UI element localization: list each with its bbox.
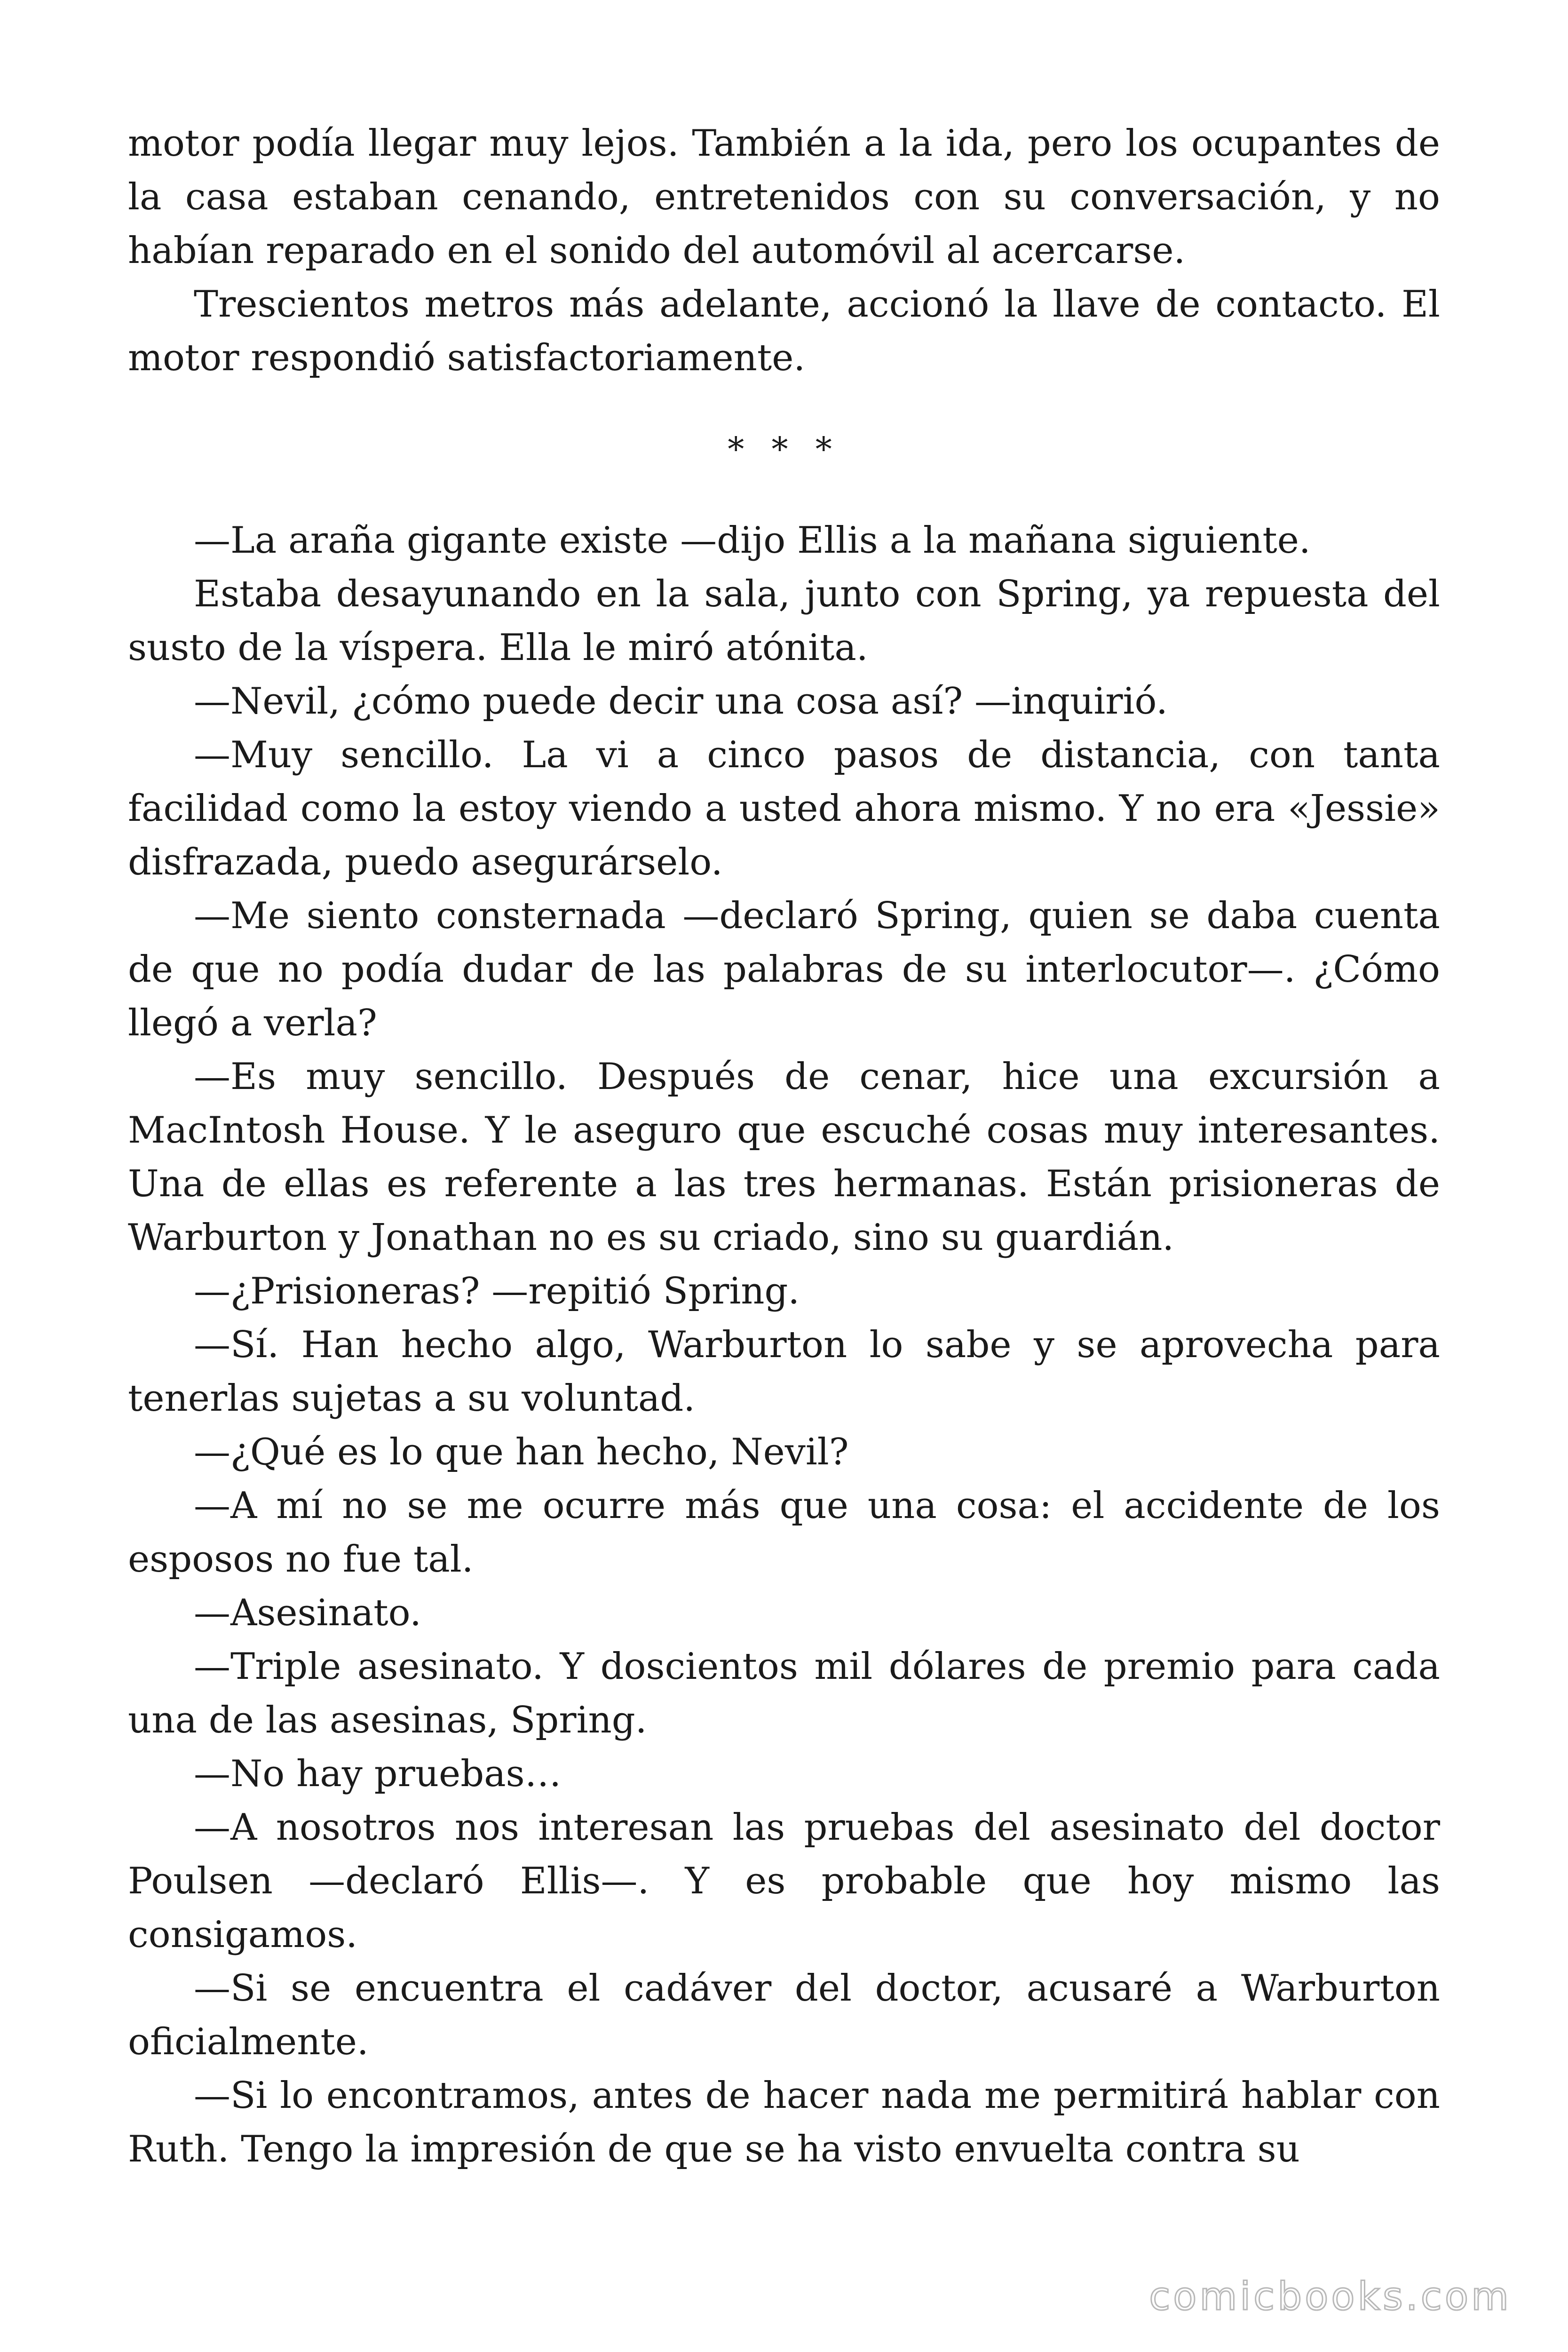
- paragraph-continuation: motor podía llegar muy lejos. También a la ida, pero los ocupantes de la casa estaban cenando, entretenidos con su conversación, y no habían reparado en el sonido del automóvil al acercarse.: [128, 122, 1440, 272]
- scene-break-separator: * * *: [728, 430, 840, 469]
- dialogue-paragraph: —La araña gigante existe —dijo Ellis a la mañana siguiente.: [194, 519, 1311, 562]
- book-page-text: [128, 117, 1440, 2176]
- watermark: comicbooks.com: [1149, 2274, 1512, 2319]
- dialogue-paragraph: —Me siento consternada —declaró Spring, quien se daba cuenta de que no podía dudar de las palabras de su interlocutor—. ¿Cómo llegó a verla?: [128, 895, 1440, 1044]
- dialogue-paragraph: —A mí no se me ocurre más que una cosa: el accidente de los esposos no fue tal.: [128, 1485, 1440, 1581]
- paragraph: Trescientos metros más adelante, accionó la llave de contacto. El motor respondió satisfactoriamente.: [128, 283, 1440, 379]
- dialogue-paragraph: —¿Qué es lo que han hecho, Nevil?: [194, 1431, 849, 1473]
- dialogue-paragraph: —No hay pruebas…: [194, 1753, 562, 1795]
- dialogue-paragraph: —Asesinato.: [194, 1592, 421, 1634]
- dialogue-paragraph: —Si se encuentra el cadáver del doctor, acusaré a Warburton oficialmente.: [128, 1967, 1440, 2063]
- dialogue-paragraph: —Si lo encontramos, antes de hacer nada me permitirá hablar con Ruth. Tengo la impresión de que se ha visto envuelta contra su: [128, 2074, 1440, 2170]
- dialogue-paragraph: —Sí. Han hecho algo, Warburton lo sabe y se aprovecha para tenerlas sujetas a su voluntad.: [128, 1324, 1440, 1420]
- dialogue-paragraph: —Triple asesinato. Y doscientos mil dólares de premio para cada una de las asesinas, Spring.: [128, 1645, 1440, 1741]
- dialogue-paragraph: —¿Prisioneras? —repitió Spring.: [194, 1270, 800, 1312]
- dialogue-paragraph: —Es muy sencillo. Después de cenar, hice una excursión a MacIntosh House. Y le aseguro que escuché cosas muy interesantes. Una de ellas es referente a las tres hermanas. Están prisioneras de Warburton y Jonathan no es su criado, sino su guardián.: [128, 1056, 1440, 1259]
- dialogue-paragraph: —Muy sencillo. La vi a cinco pasos de distancia, con tanta facilidad como la estoy viendo a usted ahora mismo. Y no era «Jessie» disfrazada, puedo asegurárselo.: [128, 734, 1440, 883]
- paragraph: Estaba desayunando en la sala, junto con Spring, ya repuesta del susto de la víspera. Ella le miró atónita.: [128, 573, 1440, 669]
- dialogue-paragraph: —Nevil, ¿cómo puede decir una cosa así? —inquirió.: [194, 680, 1168, 723]
- dialogue-paragraph: —A nosotros nos interesan las pruebas del asesinato del doctor Poulsen —declaró Ellis—. Y es probable que hoy mismo las consigamos.: [128, 1806, 1440, 1956]
